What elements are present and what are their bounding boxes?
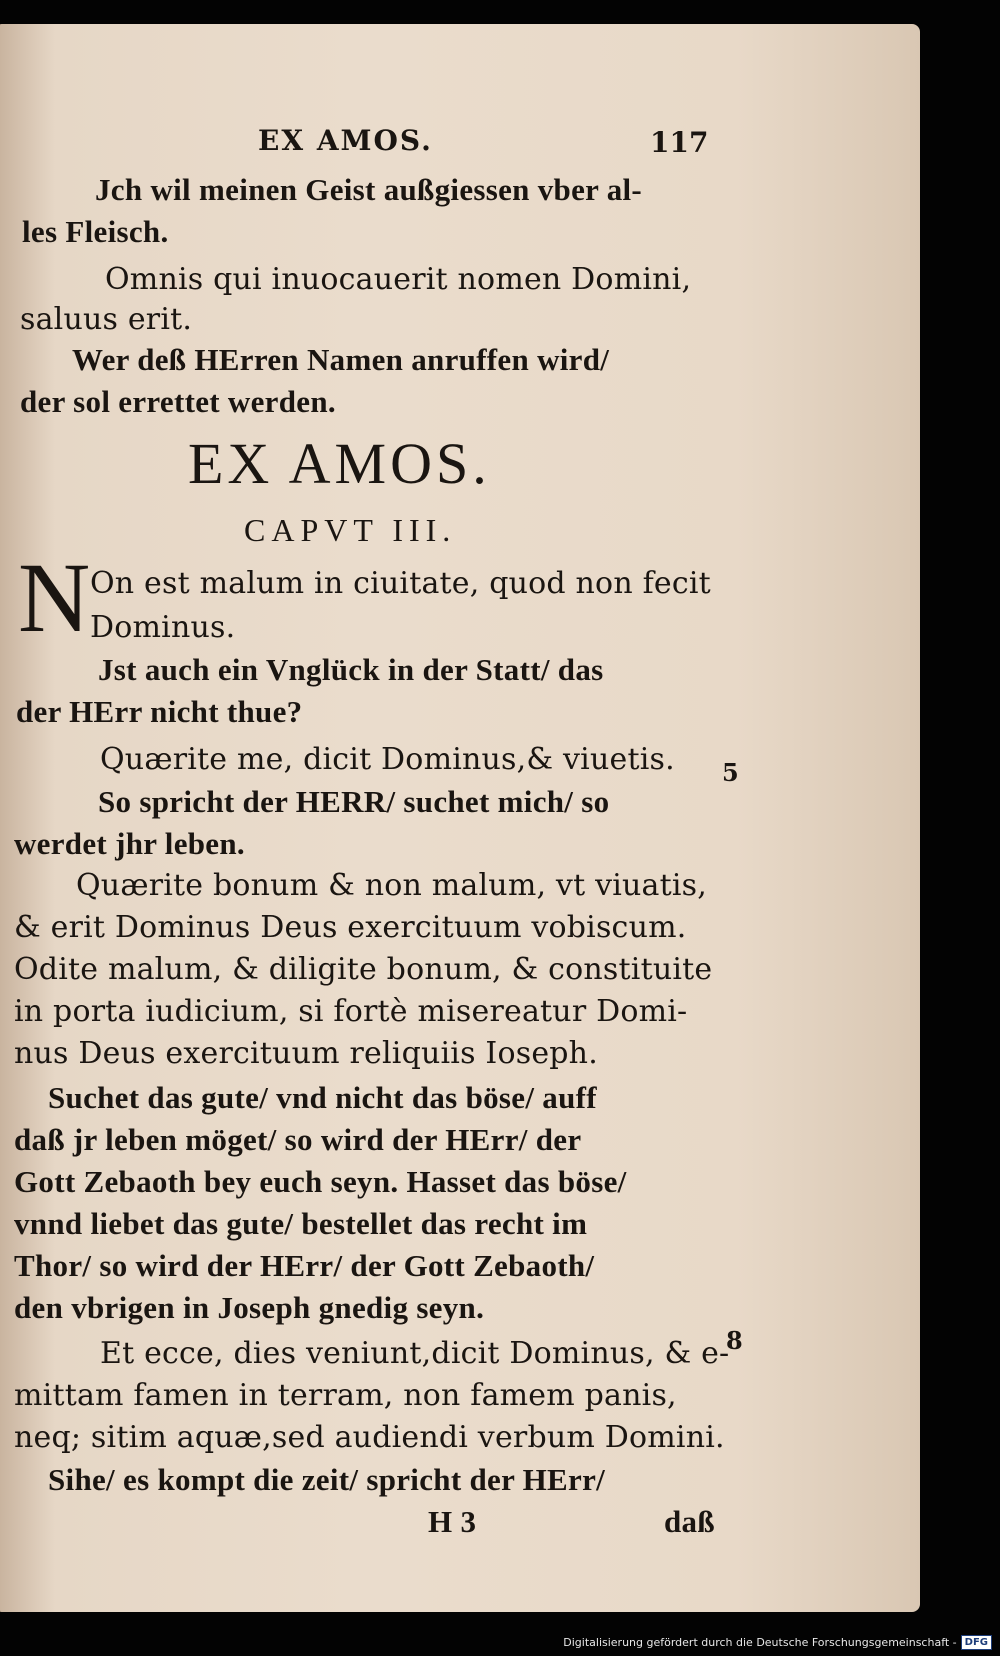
text-line: Wer deß HErren Namen anruffen wird/	[72, 342, 610, 377]
text-line: werdet jhr leben.	[14, 826, 245, 861]
section-subtitle: CAPVT III.	[244, 512, 457, 548]
text-line: & erit Dominus Deus exercituum vobiscum.	[14, 910, 687, 945]
digitization-credit	[563, 1635, 992, 1650]
text-line: Et ecce, dies veniunt,dicit Dominus, & e-	[100, 1336, 730, 1371]
text-line: neq; sitim aquæ,sed audiendi verbum Domini.	[14, 1420, 725, 1455]
text-line: der HErr nicht thue?	[16, 694, 303, 729]
text-line: Suchet das gute/ vnd nicht das böse/ auff	[48, 1080, 597, 1115]
text-line: Gott Zebaoth bey euch seyn. Hasset das böse/	[14, 1164, 627, 1199]
text-line: Odite malum, & diligite bonum, & constituite	[14, 952, 713, 987]
text-line: So spricht der HERR/ suchet mich/ so	[98, 784, 610, 819]
text-line: nus Deus exercituum reliquiis Ioseph.	[14, 1036, 598, 1071]
footer-text: Digitalisierung gefördert durch die Deutsche Forschungsgemeinschaft -	[563, 1636, 957, 1649]
text-line: Dominus.	[90, 610, 236, 645]
text-line: vnnd liebet das gute/ bestellet das recht im	[14, 1206, 588, 1241]
text-line: Jch wil meinen Geist außgiessen vber al-	[95, 172, 643, 207]
margin-verse-number: 5	[722, 758, 739, 787]
running-head: EX AMOS.	[258, 124, 433, 157]
text-line: Quærite me, dicit Dominus,& viuetis.	[100, 742, 675, 777]
text-line: Quærite bonum & non malum, vt viuatis,	[76, 868, 708, 903]
signature-mark: H 3	[428, 1504, 477, 1539]
text-line: saluus erit.	[20, 302, 193, 337]
dfg-logo: DFG	[961, 1635, 992, 1650]
text-line: Omnis qui inuocauerit nomen Domini,	[105, 262, 692, 297]
catchword: daß	[664, 1504, 715, 1539]
text-line: Thor/ so wird der HErr/ der Gott Zebaoth/	[14, 1248, 595, 1283]
text-line: les Fleisch.	[22, 214, 169, 249]
text-line: den vbrigen in Joseph gnedig seyn.	[14, 1290, 485, 1325]
text-line: der sol errettet werden.	[20, 384, 336, 419]
margin-verse-number: 8	[726, 1326, 743, 1355]
text-line: Jst auch ein Vnglück in der Statt/ das	[98, 652, 604, 687]
text-line: daß jr leben möget/ so wird der HErr/ der	[14, 1122, 582, 1157]
text-line: mittam famen in terram, non famem panis,	[14, 1378, 677, 1413]
drop-cap: N	[18, 542, 91, 653]
section-title: EX AMOS.	[188, 431, 491, 496]
text-line: Sihe/ es kompt die zeit/ spricht der HErr/	[48, 1462, 606, 1497]
page-number: 117	[650, 126, 709, 159]
text-line: On est malum in ciuitate, quod non fecit	[90, 566, 711, 601]
text-line: in porta iudicium, si fortè misereatur Domi-	[14, 994, 688, 1029]
